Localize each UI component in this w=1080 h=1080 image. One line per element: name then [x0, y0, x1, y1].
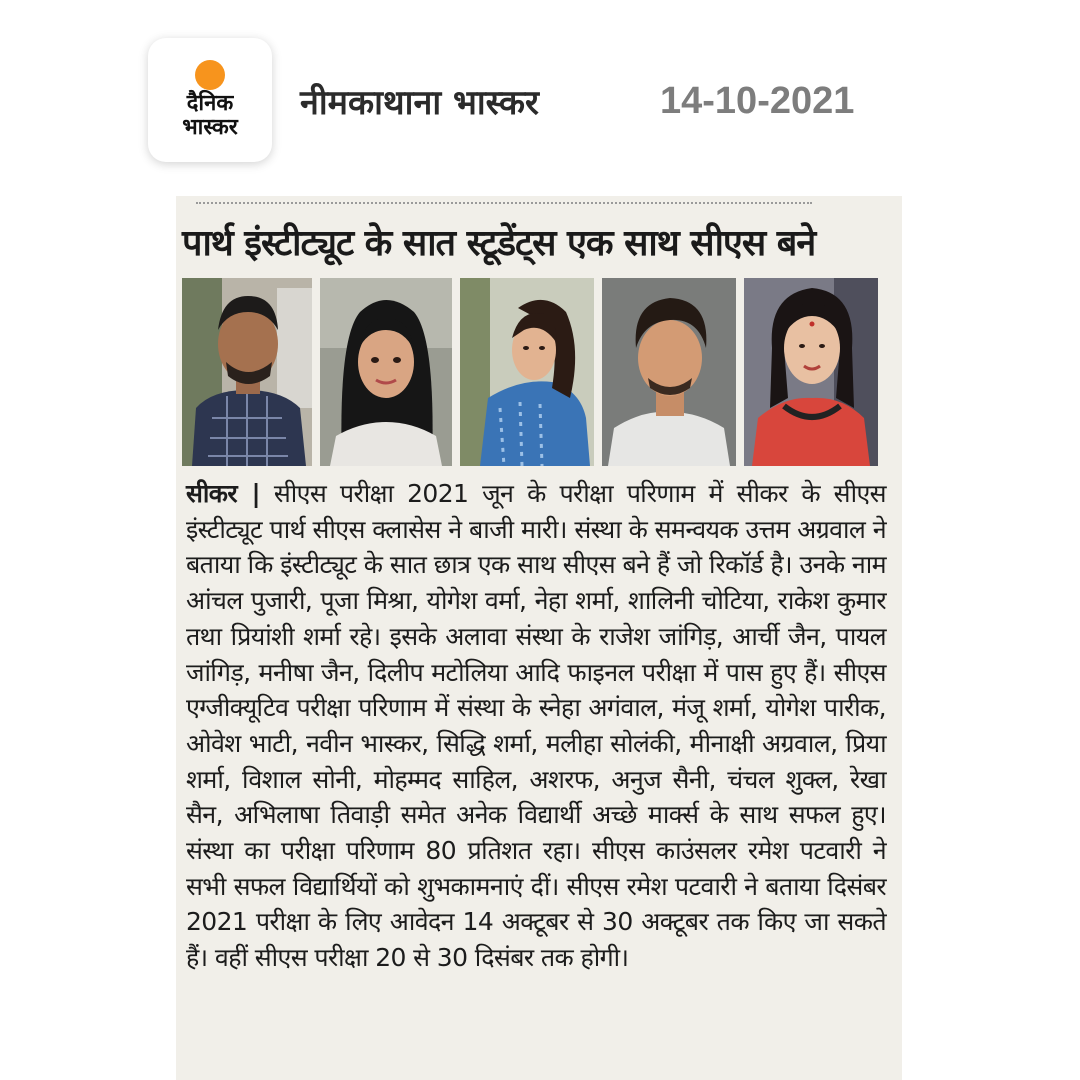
student-photo-1-image [182, 278, 312, 466]
article-dateline: सीकर | [186, 479, 261, 508]
student-photos [182, 278, 882, 466]
student-photo-2-image [320, 278, 452, 466]
dainik-bhaskar-logo [148, 38, 272, 162]
newspaper-clipping [176, 196, 902, 1080]
student-photo-1 [182, 278, 312, 466]
student-photo-5 [744, 278, 878, 466]
edition-date: 14-10-2021 [660, 80, 855, 122]
article-body [186, 476, 886, 976]
article-body-text: सीएस परीक्षा 2021 जून के परीक्षा परिणाम में सीकर के सीएस इंस्टीट्यूट पार्थ सीएस क्लासेस ने बाजी मारी। संस्था के समन्वयक उत्तम अग्रवाल ने बताया कि इंस्टीट्यूट के सात छात्र एक साथ सीएस बने हैं जो रिकॉर्ड है। उनके नाम आंचल पुजारी, पूजा मिश्रा, योगेश वर्मा, नेहा शर्मा, शालिनी चोटिया, राकेश कुमार तथा प्रियांशी शर्मा रहे। इसके अलावा संस्था के राजेश जांगिड़, आर्ची जैन, पायल जांगिड़, मनीषा जैन, दिलीप मटोलिया आदि फाइनल परीक्षा में पास हुए हैं। सीएस एग्जीक्यूटिव परीक्षा परिणाम में संस्था के स्नेहा अगंवाल, मंजू शर्मा, योगेश पारीक, ओवेश भाटी, नवीन भास्कर, सिद्धि शर्मा, मलीहा सोलंकी, मीनाक्षी अग्रवाल, प्रिया शर्मा, विशाल सोनी, मोहम्मद साहिल, अशरफ, अनुज सैनी, चंचल शुक्ल, रेखा सैन, अभिलाषा तिवाड़ी समेत अनेक विद्यार्थी अच्छे मार्क्स के साथ सफल हुए। संस्था का परीक्षा परिणाम 80 प्रतिशत रहा। सीएस काउंसलर रमेश पटवारी ने सभी सफल विद्यार्थियों को शुभकामनाएं दीं। सीएस रमेश पटवारी ने बताया दिसंबर 2021 परीक्षा के लिए आवेदन 14 अक्टूबर से 30 अक्टूबर तक किए जा सकते हैं। वहीं सीएस परीक्षा 20 से 30 दिसंबर तक होगी। [186, 479, 886, 973]
edition-title: नीमकाथाना भास्कर [300, 83, 539, 123]
student-photo-4 [602, 278, 736, 466]
student-photo-3 [460, 278, 594, 466]
logo-text: दैनिक भास्कर [182, 91, 238, 140]
student-photo-3-image [460, 278, 594, 466]
article-headline: पार्थ इंस्टीट्यूट के सात स्टूडेंट्स एक साथ सीएस बने [182, 223, 816, 264]
student-photo-4-image [602, 278, 736, 466]
student-photo-2 [320, 278, 452, 466]
cut-line [196, 202, 812, 204]
sun-logo-icon [195, 60, 225, 90]
student-photo-5-image [744, 278, 878, 466]
